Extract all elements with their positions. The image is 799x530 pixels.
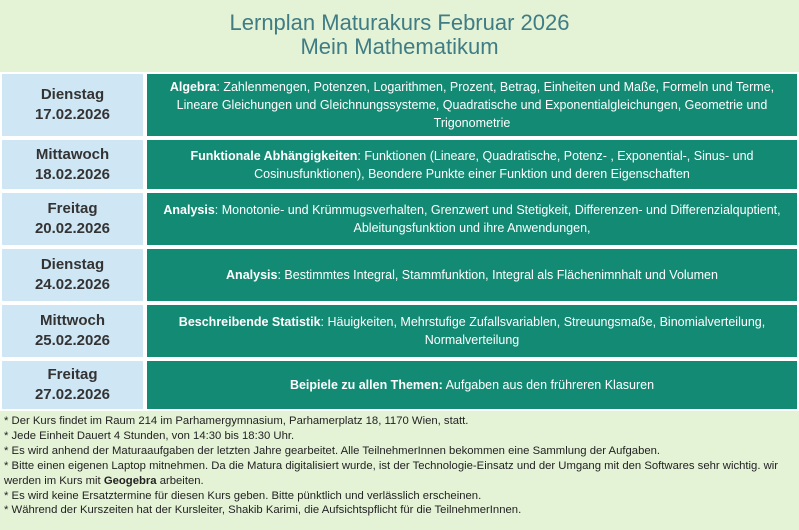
topic-heading: Analysis — [226, 268, 278, 282]
day-label: Dienstag — [40, 86, 105, 103]
note-line — [4, 459, 795, 489]
topic-separator: : — [277, 268, 281, 282]
day-label: Mittwoch — [40, 312, 105, 329]
topic-separator: : — [320, 315, 324, 329]
schedule-row — [0, 138, 799, 191]
schedule-row — [0, 247, 799, 303]
topic-text: Monotonie- und Krümmugsverhalten, Grenzwert und Stetigkeit, Differenzen- und Differenzialquptient, Ableitungsfunktion und ihre Anwendungen, — [218, 203, 781, 235]
topic-heading: Algebra — [169, 80, 217, 94]
date-cell — [2, 305, 143, 357]
note-text: arbeiten. — [156, 474, 204, 487]
topic-text: Funktionen (Lineare, Quadratische, Potenz- , Exponential-, Sinus- und Cosinusfunktionen), Beondere Punkte einer Funktion und deren Eigenschaften — [254, 148, 754, 181]
note-line: * Während der Kurszeiten hat der Kursleiter, Shakib Karimi, die Aufsichtspflicht für die TeilnehmerInnen. — [4, 504, 522, 517]
course-notes — [0, 411, 799, 530]
topic-heading: Beipiele zu allen Themen: — [289, 378, 443, 392]
date-label: 17.02.2026 — [34, 106, 111, 123]
topic-text: Aufgaben aus den frühreren Klasuren — [442, 378, 655, 392]
topic-cell — [147, 361, 797, 409]
topic-separator: : — [214, 203, 219, 217]
note-line: * Es wird anhend der Maturaaufgaben der letzten Jahre gearbeitet. Alle TeilnehmerInnen bekommen eine Sammlung der Aufgaben. — [4, 444, 661, 457]
date-label: 27.02.2026 — [34, 386, 111, 403]
topic-heading: Analysis — [163, 203, 215, 217]
schedule-row — [0, 72, 799, 138]
topic-text: Zahlenmengen, Potenzen, Logarithmen, Prozent, Betrag, Einheiten und Maße, Formeln und Terme, Lineare Gleichungen und Gleichnungssysteme, Quadratische und Exponentialgleichungen, Geometrie und Trigonometrie — [176, 80, 775, 130]
schedule-row — [0, 303, 799, 359]
page-subtitle: Mein Mathematikum — [300, 34, 499, 59]
day-label: Mittawoch — [35, 145, 110, 163]
topic-cell — [147, 305, 797, 357]
schedule-row — [0, 359, 799, 411]
date-cell — [2, 74, 143, 136]
topic-heading: Beschreibende Statistik — [178, 315, 321, 329]
date-label: 20.02.2026 — [34, 220, 111, 237]
date-label: 18.02.2026 — [34, 165, 111, 183]
date-label: 24.02.2026 — [34, 276, 111, 293]
topic-text: Bestimmtes Integral, Stammfunktion, Integral als Flächenimnhalt und Volumen — [280, 268, 718, 282]
schedule-row — [0, 191, 799, 247]
date-label: 25.02.2026 — [34, 332, 111, 349]
day-label: Freitag — [47, 366, 98, 383]
day-label: Dienstag — [40, 256, 105, 273]
topic-cell — [147, 140, 797, 189]
topic-cell — [147, 249, 797, 301]
note-line: * Der Kurs findet im Raum 214 im Parhamergymnasium, Parhamerplatz 18, 1170 Wien, statt. — [4, 415, 469, 427]
date-cell — [2, 193, 143, 245]
topic-cell — [147, 193, 797, 245]
note-line: * Jede Einheit Dauert 4 Stunden, von 14:30 bis 18:30 Uhr. — [4, 429, 295, 442]
software-name: Geogebra — [103, 474, 157, 487]
note-text: * Bitte einen eigenen Laptop mitnehmen. Da die Matura digitalisiert wurde, ist der Technologie-Einsatz und der Umgang mit den Softwares sehr wichtig. wir werden im Kurs mit — [4, 459, 779, 487]
date-cell — [2, 249, 143, 301]
topic-cell — [147, 74, 797, 136]
topic-text: Häuigkeiten, Mehrstufige Zufallsvariablen, Streuungsmaße, Binomialverteilung, Normalverteilung — [324, 315, 766, 347]
day-label: Freitag — [47, 200, 98, 217]
date-cell — [2, 140, 143, 189]
topic-separator: : — [216, 80, 220, 94]
topic-heading: Funktionale Abhängigkeiten — [190, 148, 358, 163]
page-header — [0, 0, 799, 72]
date-cell — [2, 361, 143, 409]
page-title: Lernplan Maturakurs Februar 2026 — [229, 10, 570, 35]
topic-separator: : — [357, 148, 361, 163]
note-line: * Es wird keine Ersatztermine für diesen Kurs geben. Bitte pünktlich und verlässlich erscheinen. — [4, 489, 482, 502]
schedule-table — [0, 72, 799, 411]
